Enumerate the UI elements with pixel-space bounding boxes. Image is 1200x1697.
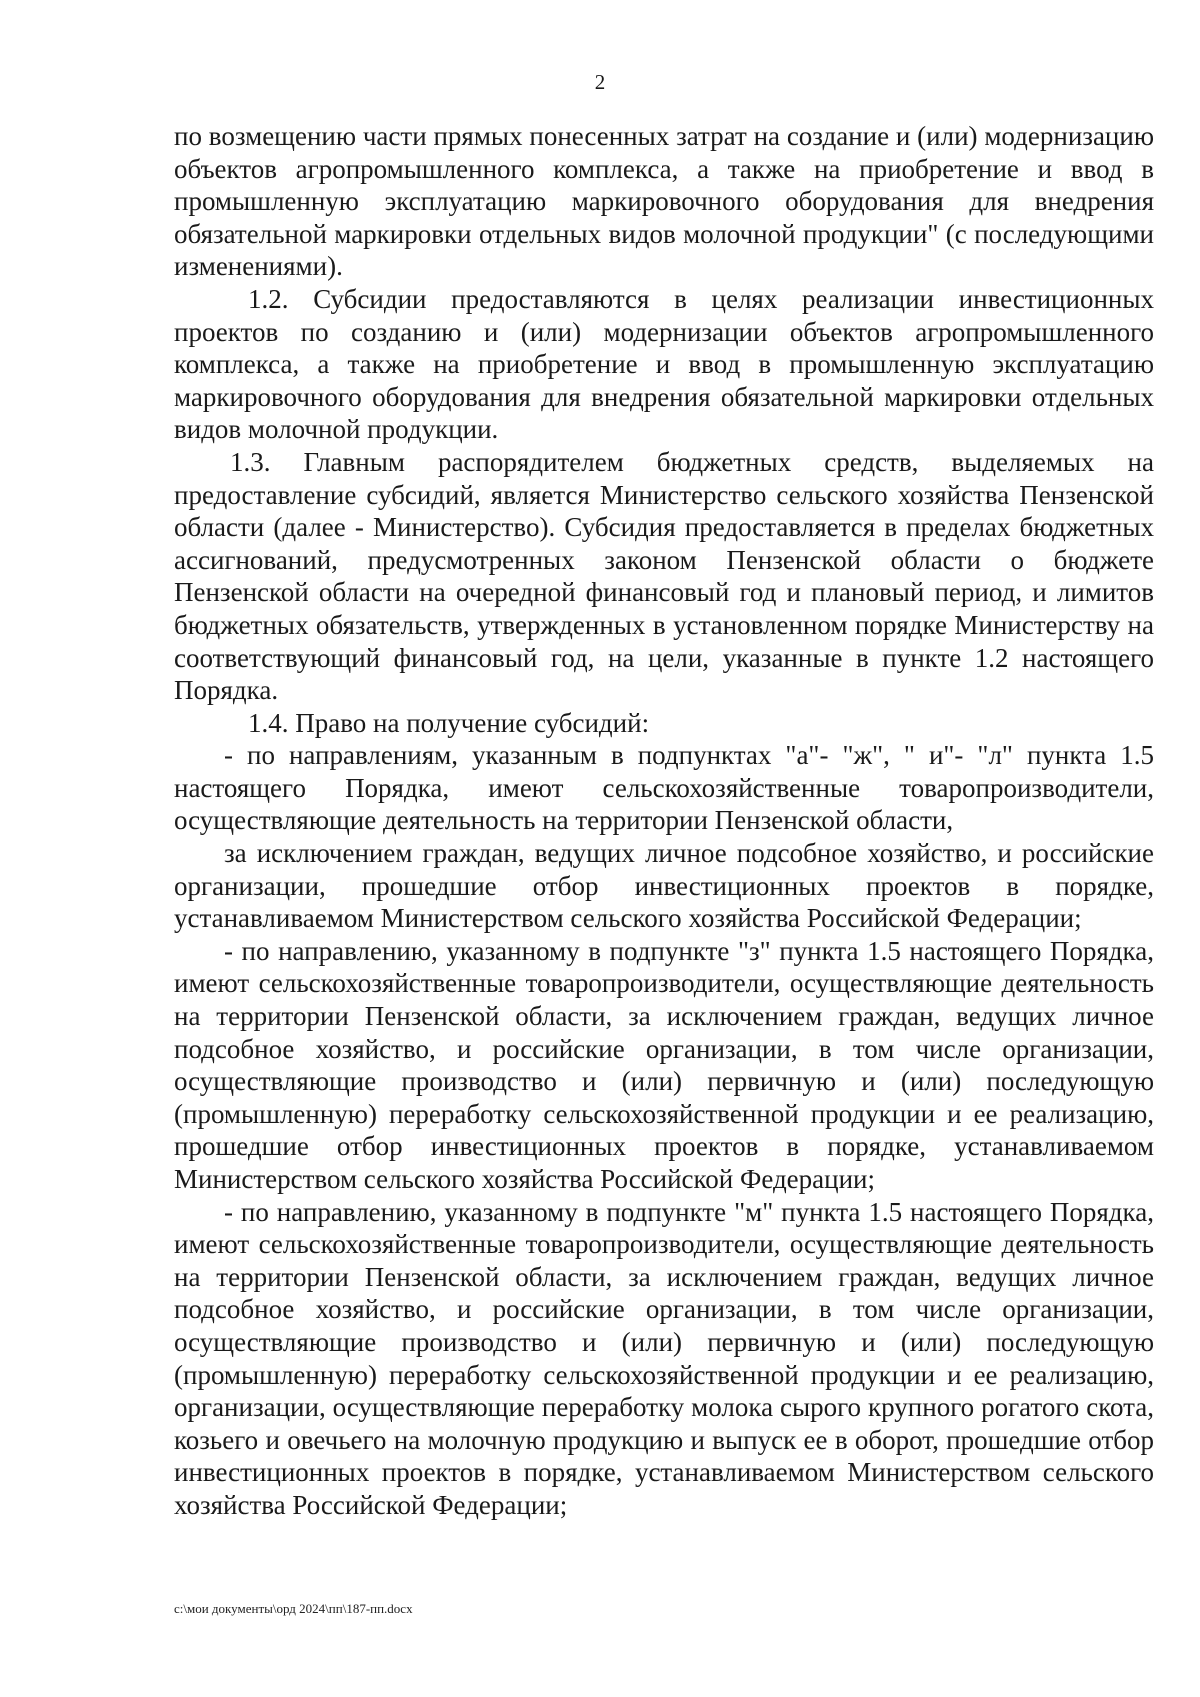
paragraph-1-4-heading: 1.4. Право на получение субсидий: <box>248 707 650 738</box>
paragraph-1-4-item-z: - по направлению, указанному в подпункте "з" пункта 1.5 настоящего Порядка, имеют сельскохозяйственные товаропроизводители, осуществляющие деятельность на территории Пензенской области, за исключением граждан, ведущих личное подсобное хозяйство, и российские организации, в том числе организации, осуществляющие производство и (или) первичную и (или) последующую (промышленную) переработку сельскохозяйственной продукции и ее реализацию, прошедшие отбор инвестиционных проектов в порядке, устанавливаемом Министерством сельского хозяйства Российской Федерации; <box>174 935 1154 1194</box>
paragraph-1-1-continuation: по возмещению части прямых понесенных затрат на создание и (или) модернизацию объектов агропромышленного комплекса, а также на приобретение и ввод в промышленную эксплуатацию маркировочного оборудования для внедрения обязательной маркировки отдельных видов молочной продукции" (с последующими изменениями). <box>174 121 1154 282</box>
page-number: 2 <box>594 70 606 94</box>
paragraph-1-4-item-m: - по направлению, указанному в подпункте "м" пункта 1.5 настоящего Порядка, имеют сельскохозяйственные товаропроизводители, осуществляющие деятельность на территории Пензенской области, за исключением граждан, ведущих личное подсобное хозяйство, и российские организации, в том числе организации, осуществляющие производство и (или) первичную и (или) последующую (промышленную) переработку сельскохозяйственной продукции и ее реализацию, организации, осуществляющие переработку молока сырого крупного рогатого скота, козьего и овечьего на молочную продукцию и выпуск ее в оборот, прошедшие отбор инвестиционных проектов в порядке, устанавливаемом Министерством сельского хозяйства Российской Федерации; <box>174 1196 1154 1520</box>
document-body <box>174 120 1154 1522</box>
paragraph-1-2: 1.2. Субсидии предоставляются в целях реализации инвестиционных проектов по созданию и (или) модернизации объектов агропромышленного комплекса, а также на приобретение и ввод в промышленную эксплуатацию маркировочного оборудования для внедрения обязательной маркировки отдельных видов молочной продукции. <box>174 283 1154 445</box>
paragraph-1-4-item-a-l-continuation: за исключением граждан, ведущих личное подсобное хозяйство, и российские организации, прошедшие отбор инвестиционных проектов в порядке, устанавливаемом Министерством сельского хозяйства Российской Федерации; <box>174 838 1154 934</box>
paragraph-1-4-item-a-l: - по направлениям, указанным в подпунктах "а"- "ж", " и"- "л" пункта 1.5 настоящего Порядка, имеют сельскохозяйственные товаропроизводители, осуществляющие деятельность на территории Пензенской области, <box>174 740 1154 836</box>
footer-file-path: c:\мои документы\орд 2024\пп\187-пп.docx <box>174 1601 413 1616</box>
paragraph-1-3: 1.3. Главным распорядителем бюджетных средств, выделяемых на предоставление субсидий, является Министерство сельского хозяйства Пензенской области (далее - Министерство). Субсидия предоставляется в пределах бюджетных ассигнований, предусмотренных законом Пензенской области о бюджете Пензенской области на очередной финансовый год и плановый период, и лимитов бюджетных обязательств, утвержденных в установленном порядке Министерству на соответствующий финансовый год, на цели, указанные в пункте 1.2 настоящего Порядка. <box>174 446 1154 706</box>
